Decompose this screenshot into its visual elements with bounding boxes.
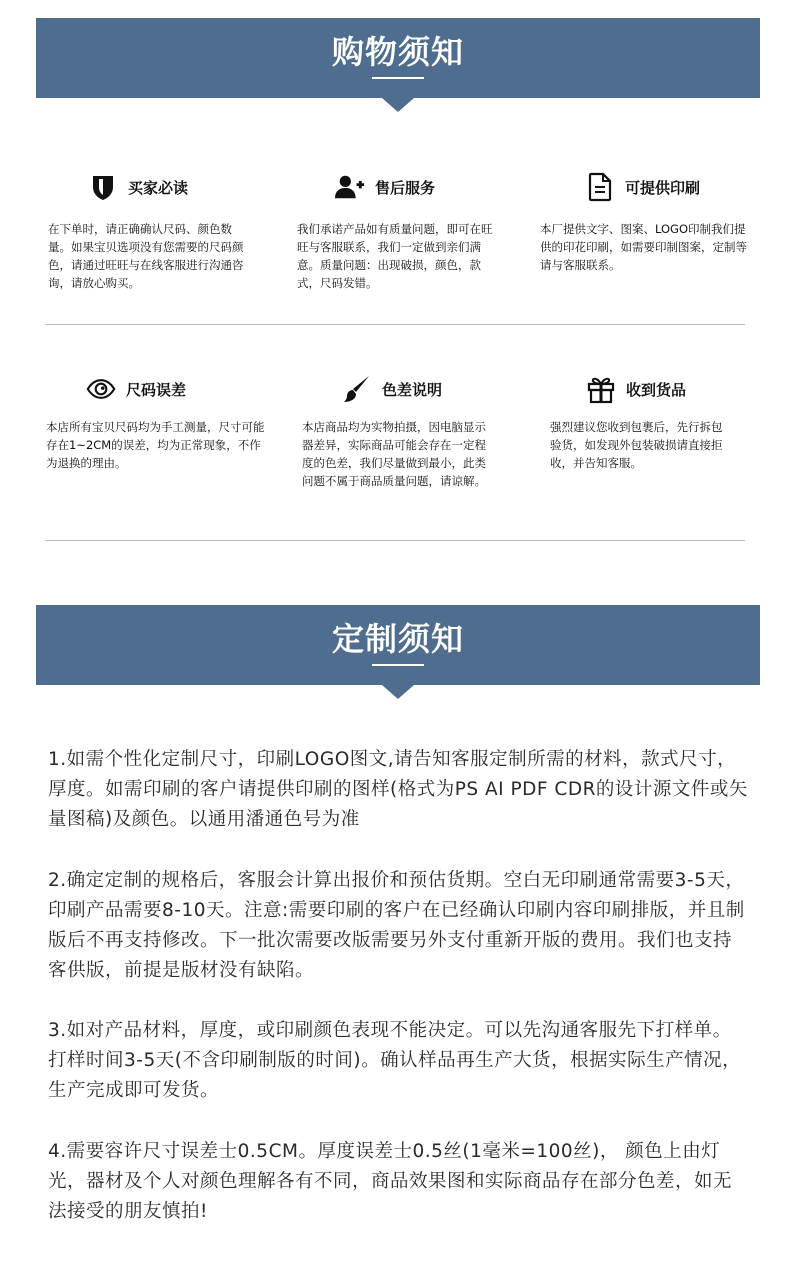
banner-arrow [382, 685, 414, 699]
shield-icon [88, 172, 118, 202]
shopping-title: 购物须知 [331, 33, 464, 71]
section-divider [45, 540, 745, 541]
custom-paragraph-4: 4.需要容许尺寸误差士0.5CM。厚度误差士0.5丝(1毫米=100丝)， 颜色上由灯光，器材及个人对颜色理解各有不同，商品效果图和实际商品存在部分色差，如无法接受的朋友慎拍! [48, 1141, 733, 1222]
custom-paragraph-1: 1.如需个性化定制尺寸，印刷LOGO图文,请告知客服定制所需的材料，款式尺寸，厚度。如需印刷的客户请提供印刷的图样(格式为PS AI PDF CDR的设计源文件或矢量图稿)及颜色。以通用潘通色号为准 [48, 749, 748, 830]
shopping-banner [36, 18, 760, 98]
card-text: 在下单时，请正确确认尺码、颜色数量。如果宝贝选项没有您需要的尺码颜色，请通过旺旺与在线客服进行沟通咨询，请放心购买。 [48, 222, 244, 290]
document-icon [585, 172, 615, 202]
custom-paragraph-3: 3.如对产品材料，厚度，或印刷颜色表现不能决定。可以先沟通客服先下打样单。打样时间3-5天(不含印刷制版的时间)。确认样品再生产大货，根据实际生产情况，生产完成即可发货。 [48, 1020, 742, 1101]
custom-paragraph-2: 2.确定定制的规格后，客服会计算出报价和预估货期。空白无印刷通常需要3-5天，印刷产品需要8-10天。注意:需要印刷的客户在已经确认印刷内容印刷排版，并且制版后不再支持修改。下一批次需要改版需要另外支付重新开版的费用。我们也支持客供版，前提是版材没有缺陷。 [48, 870, 745, 981]
card-text: 本店所有宝贝尺码均为手工测量，尺寸可能存在1~2CM的误差，均为正常现象，不作为退换的理由。 [46, 420, 265, 470]
gift-icon [586, 374, 616, 404]
card-title: 售后服务 [375, 178, 436, 197]
card-text: 本厂提供文字、图案、LOGO印制我们提供的印花印刷，如需要印制图案，定制等请与客服联系。 [540, 222, 747, 272]
brush-icon [342, 374, 372, 404]
card-title: 买家必读 [128, 178, 189, 197]
section-divider [45, 324, 745, 325]
card-title: 可提供印刷 [625, 178, 701, 197]
eye-icon [86, 374, 116, 404]
card-title: 收到货品 [626, 380, 687, 399]
banner-arrow [382, 98, 414, 112]
card-text: 我们承诺产品如有质量问题，即可在旺旺与客服联系，我们一定做到亲们满意。质量问题：出现破损，颜色，款式，尺码发错。 [297, 222, 493, 290]
title-underline [372, 77, 424, 79]
card-text: 本店商品均为实物拍摄，因电脑显示器差异，实际商品可能会存在一定程度的色差，我们尽量做到最小，此类问题不属于商品质量问题，请谅解。 [302, 420, 486, 488]
custom-title: 定制须知 [331, 620, 464, 658]
custom-banner [36, 605, 760, 685]
title-underline [372, 664, 424, 666]
card-title: 尺码误差 [126, 380, 187, 399]
card-text: 强烈建议您收到包裹后，先行拆包验货，如发现外包装破损请直接拒收，并告知客服。 [550, 420, 723, 470]
add-user-icon [335, 172, 365, 202]
card-title: 色差说明 [382, 380, 443, 399]
